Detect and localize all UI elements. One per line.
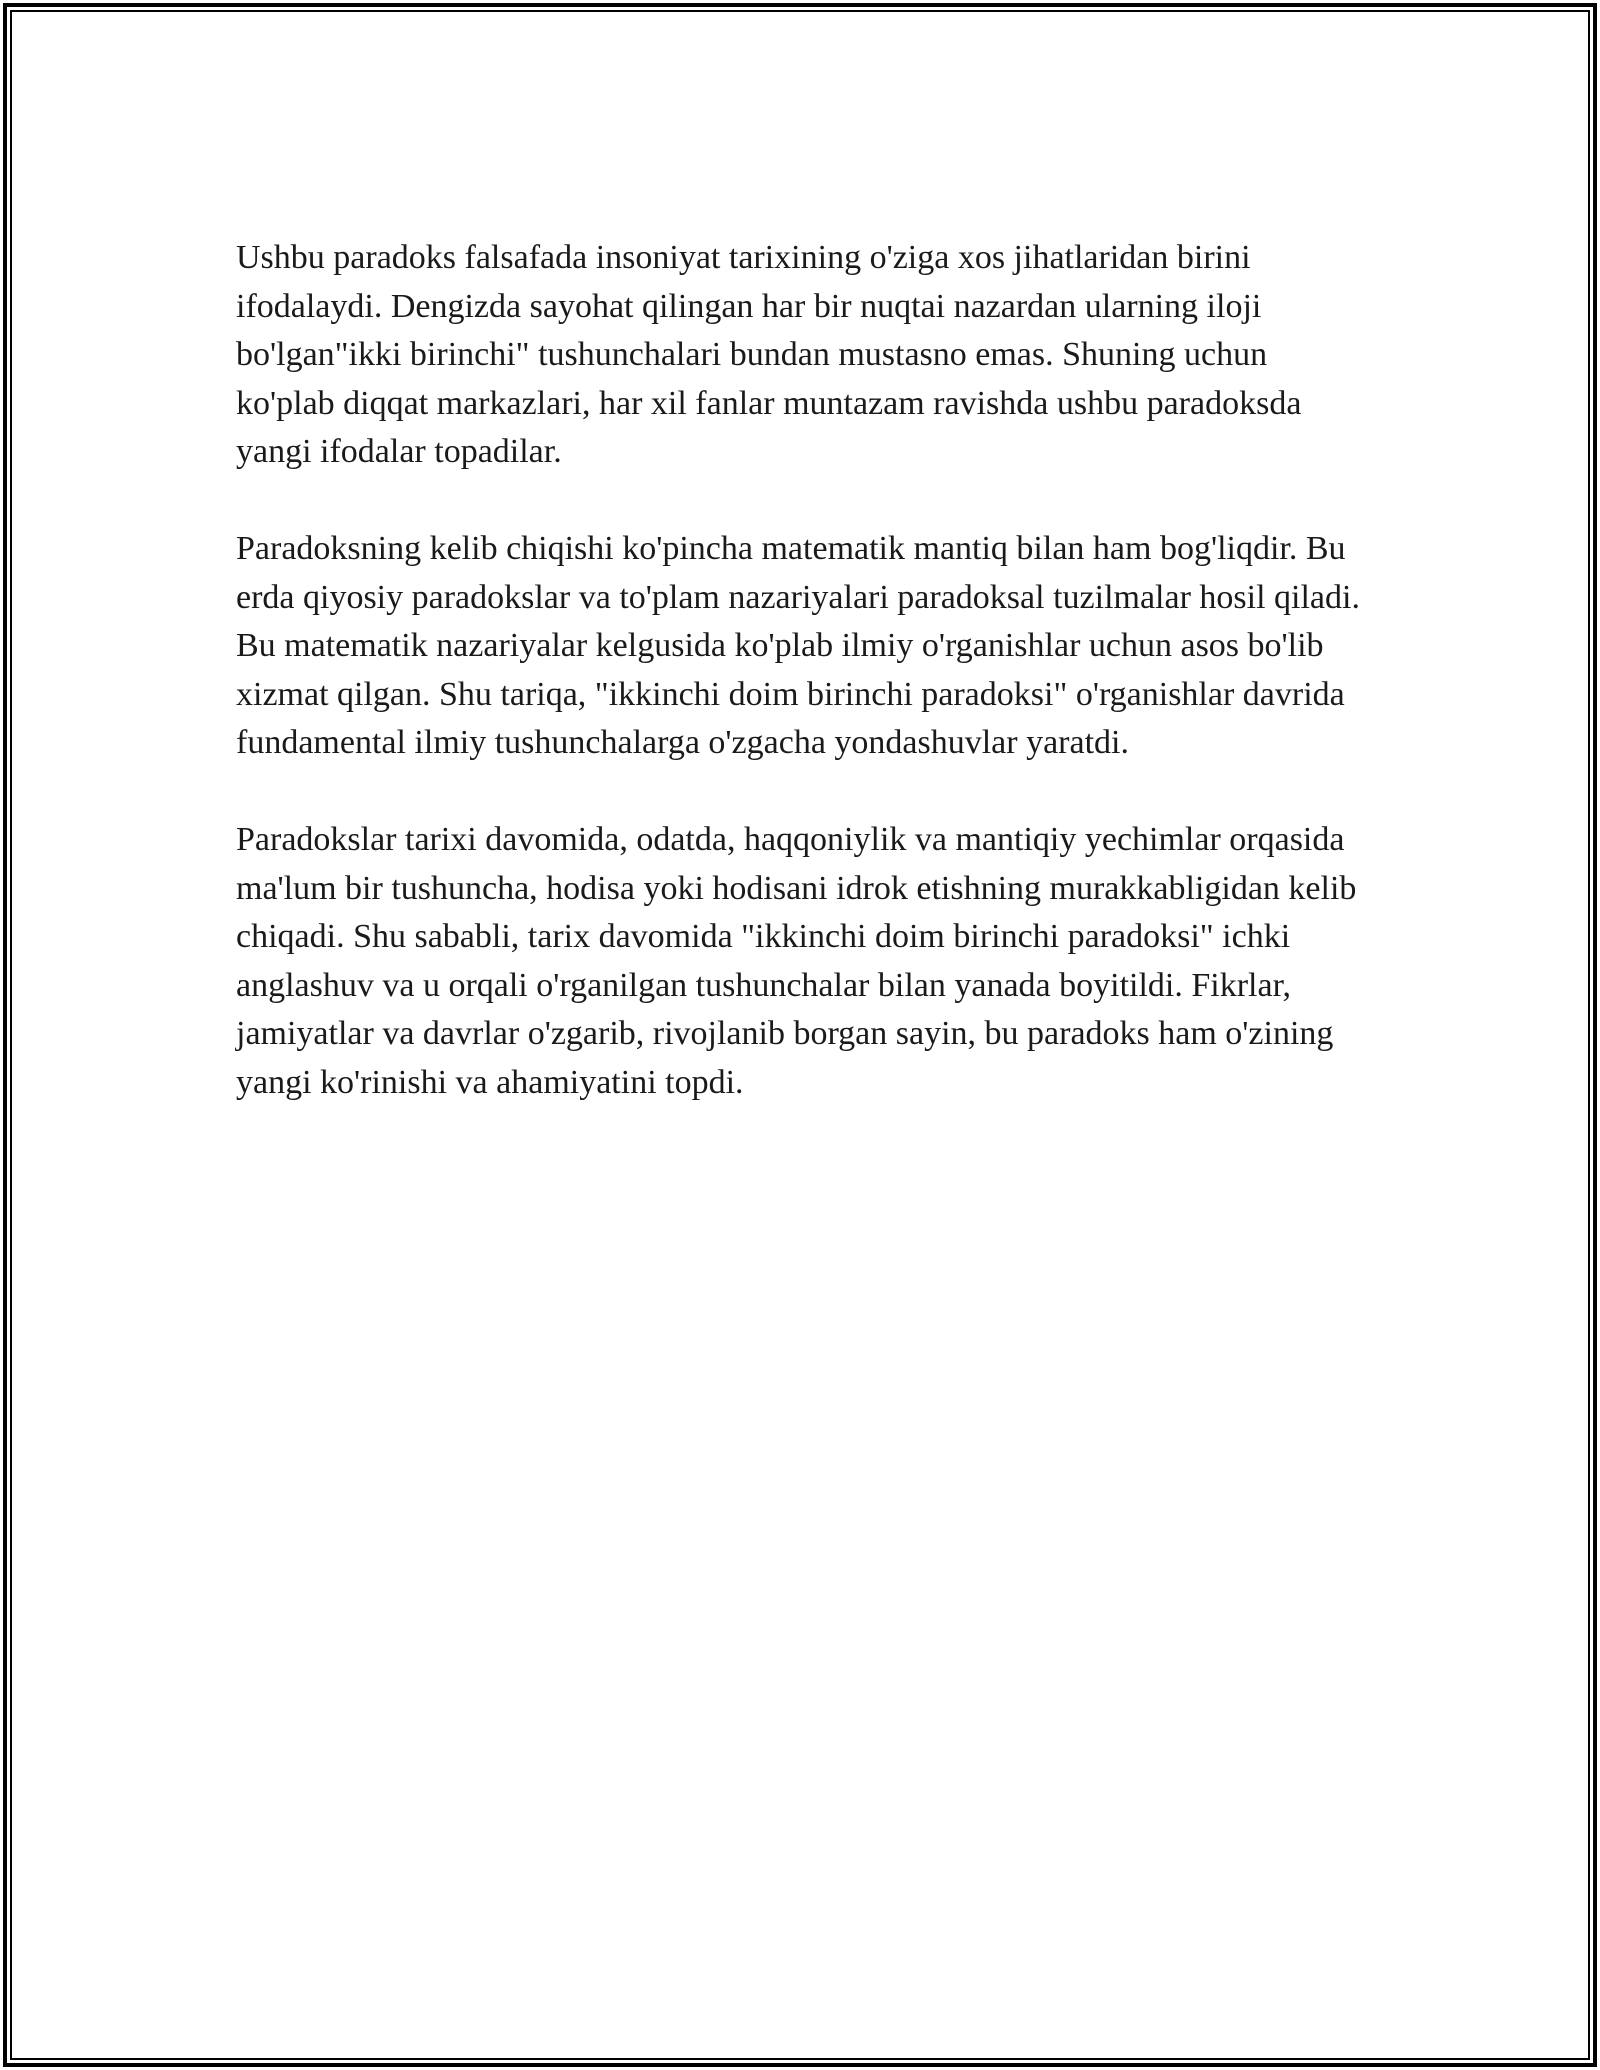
paragraph-1: Ushbu paradoks falsafada insoniyat tarixining o'ziga xos jihatlaridan birini ifodalaydi. Dengizda sayohat qilingan har bir nuqtai nazardan ularning iloji bo'lgan"ikki birinchi" tushunchalari bundan mustasno emas. Shuning uchun ko'plab diqqat markazlari, har xil fanlar muntazam ravishda ushbu paradoksda yangi ifodalar topadilar. <box>236 239 1302 470</box>
document-body <box>236 234 1364 1156</box>
paragraph-2: Paradoksning kelib chiqishi ko'pincha matematik mantiq bilan ham bog'liqdir. Bu erda qiyosiy paradokslar va to'plam nazariyalari paradoksal tuzilmalar hosil qiladi. Bu matematik nazariyalar kelgusida ko'plab ilmiy o'rganishlar uchun asos bo'lib xizmat qilgan. Shu tariqa, "ikkinchi doim birinchi paradoksi" o'rganishlar davrida fundamental ilmiy tushunchalarga o'zgacha yondashuvlar yaratdi. <box>236 530 1360 761</box>
paragraph-3: Paradokslar tarixi davomida, odatda, haqqoniylik va mantiqiy yechimlar orqasida ma'lum bir tushuncha, hodisa yoki hodisani idrok etishning murakkabligidan kelib chiqadi. Shu sababli, tarix davomida "ikkinchi doim birinchi paradoksi" ichki anglashuv va u orqali o'rganilgan tushunchalar bilan yanada boyitildi. Fikrlar, jamiyatlar va davrlar o'zgarib, rivojlanib borgan sayin, bu paradoks ham o'zining yangi ko'rinishi va ahamiyatini topdi. <box>236 821 1357 1101</box>
